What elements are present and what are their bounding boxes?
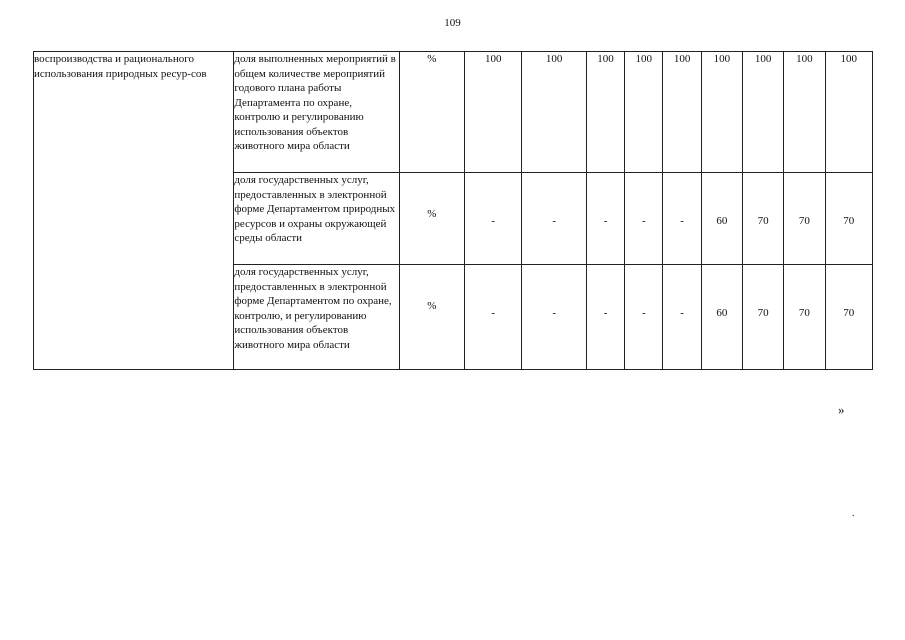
value-cell: - (465, 173, 522, 265)
value-cell: 60 (701, 173, 742, 265)
value-cell: 60 (701, 265, 742, 370)
unit-cell: % (399, 265, 464, 370)
value-cell: 70 (825, 265, 872, 370)
stray-mark: . (852, 508, 855, 519)
value-cell: 100 (625, 52, 663, 173)
value-cell: 100 (742, 52, 783, 173)
value-cell: 100 (586, 52, 624, 173)
value-cell: - (625, 265, 663, 370)
value-cell: 100 (701, 52, 742, 173)
value-cell: 100 (522, 52, 586, 173)
value-cell: - (465, 265, 522, 370)
indicator-cell: доля государственных услуг, предоставленных в электронной форме Департаментом природных ресурсов и охраны окружающей среды области (234, 173, 399, 265)
value-cell: 70 (784, 173, 825, 265)
value-cell: 100 (663, 52, 701, 173)
value-cell: 70 (784, 265, 825, 370)
value-cell: - (586, 173, 624, 265)
value-cell: 70 (825, 173, 872, 265)
unit-cell: % (399, 173, 464, 265)
closing-quote: » (838, 402, 845, 417)
page-number: 109 (444, 17, 461, 29)
value-cell: - (663, 173, 701, 265)
value-cell: 100 (825, 52, 872, 173)
value-cell: - (663, 265, 701, 370)
value-cell: 100 (465, 52, 522, 173)
value-cell: - (522, 265, 586, 370)
value-cell: 70 (742, 173, 783, 265)
value-cell: - (586, 265, 624, 370)
indicator-cell: доля выполненных мероприятий в общем количестве мероприятий годового плана работы Департамента по охране, контролю и регулированию использования объектов животного мира области (234, 52, 399, 173)
indicator-cell: доля государственных услуг, предоставленных в электронной форме Департаментом по охране, контролю, и регулированию использования объектов животного мира области (234, 265, 399, 370)
unit-cell: % (399, 52, 464, 173)
indicators-table (33, 51, 873, 370)
value-cell: - (625, 173, 663, 265)
value-cell: - (522, 173, 586, 265)
value-cell: 100 (784, 52, 825, 173)
value-cell: 70 (742, 265, 783, 370)
table-row (34, 52, 873, 173)
goal-cell: воспроизводства и рационального использования природных ресур-сов (34, 52, 234, 370)
